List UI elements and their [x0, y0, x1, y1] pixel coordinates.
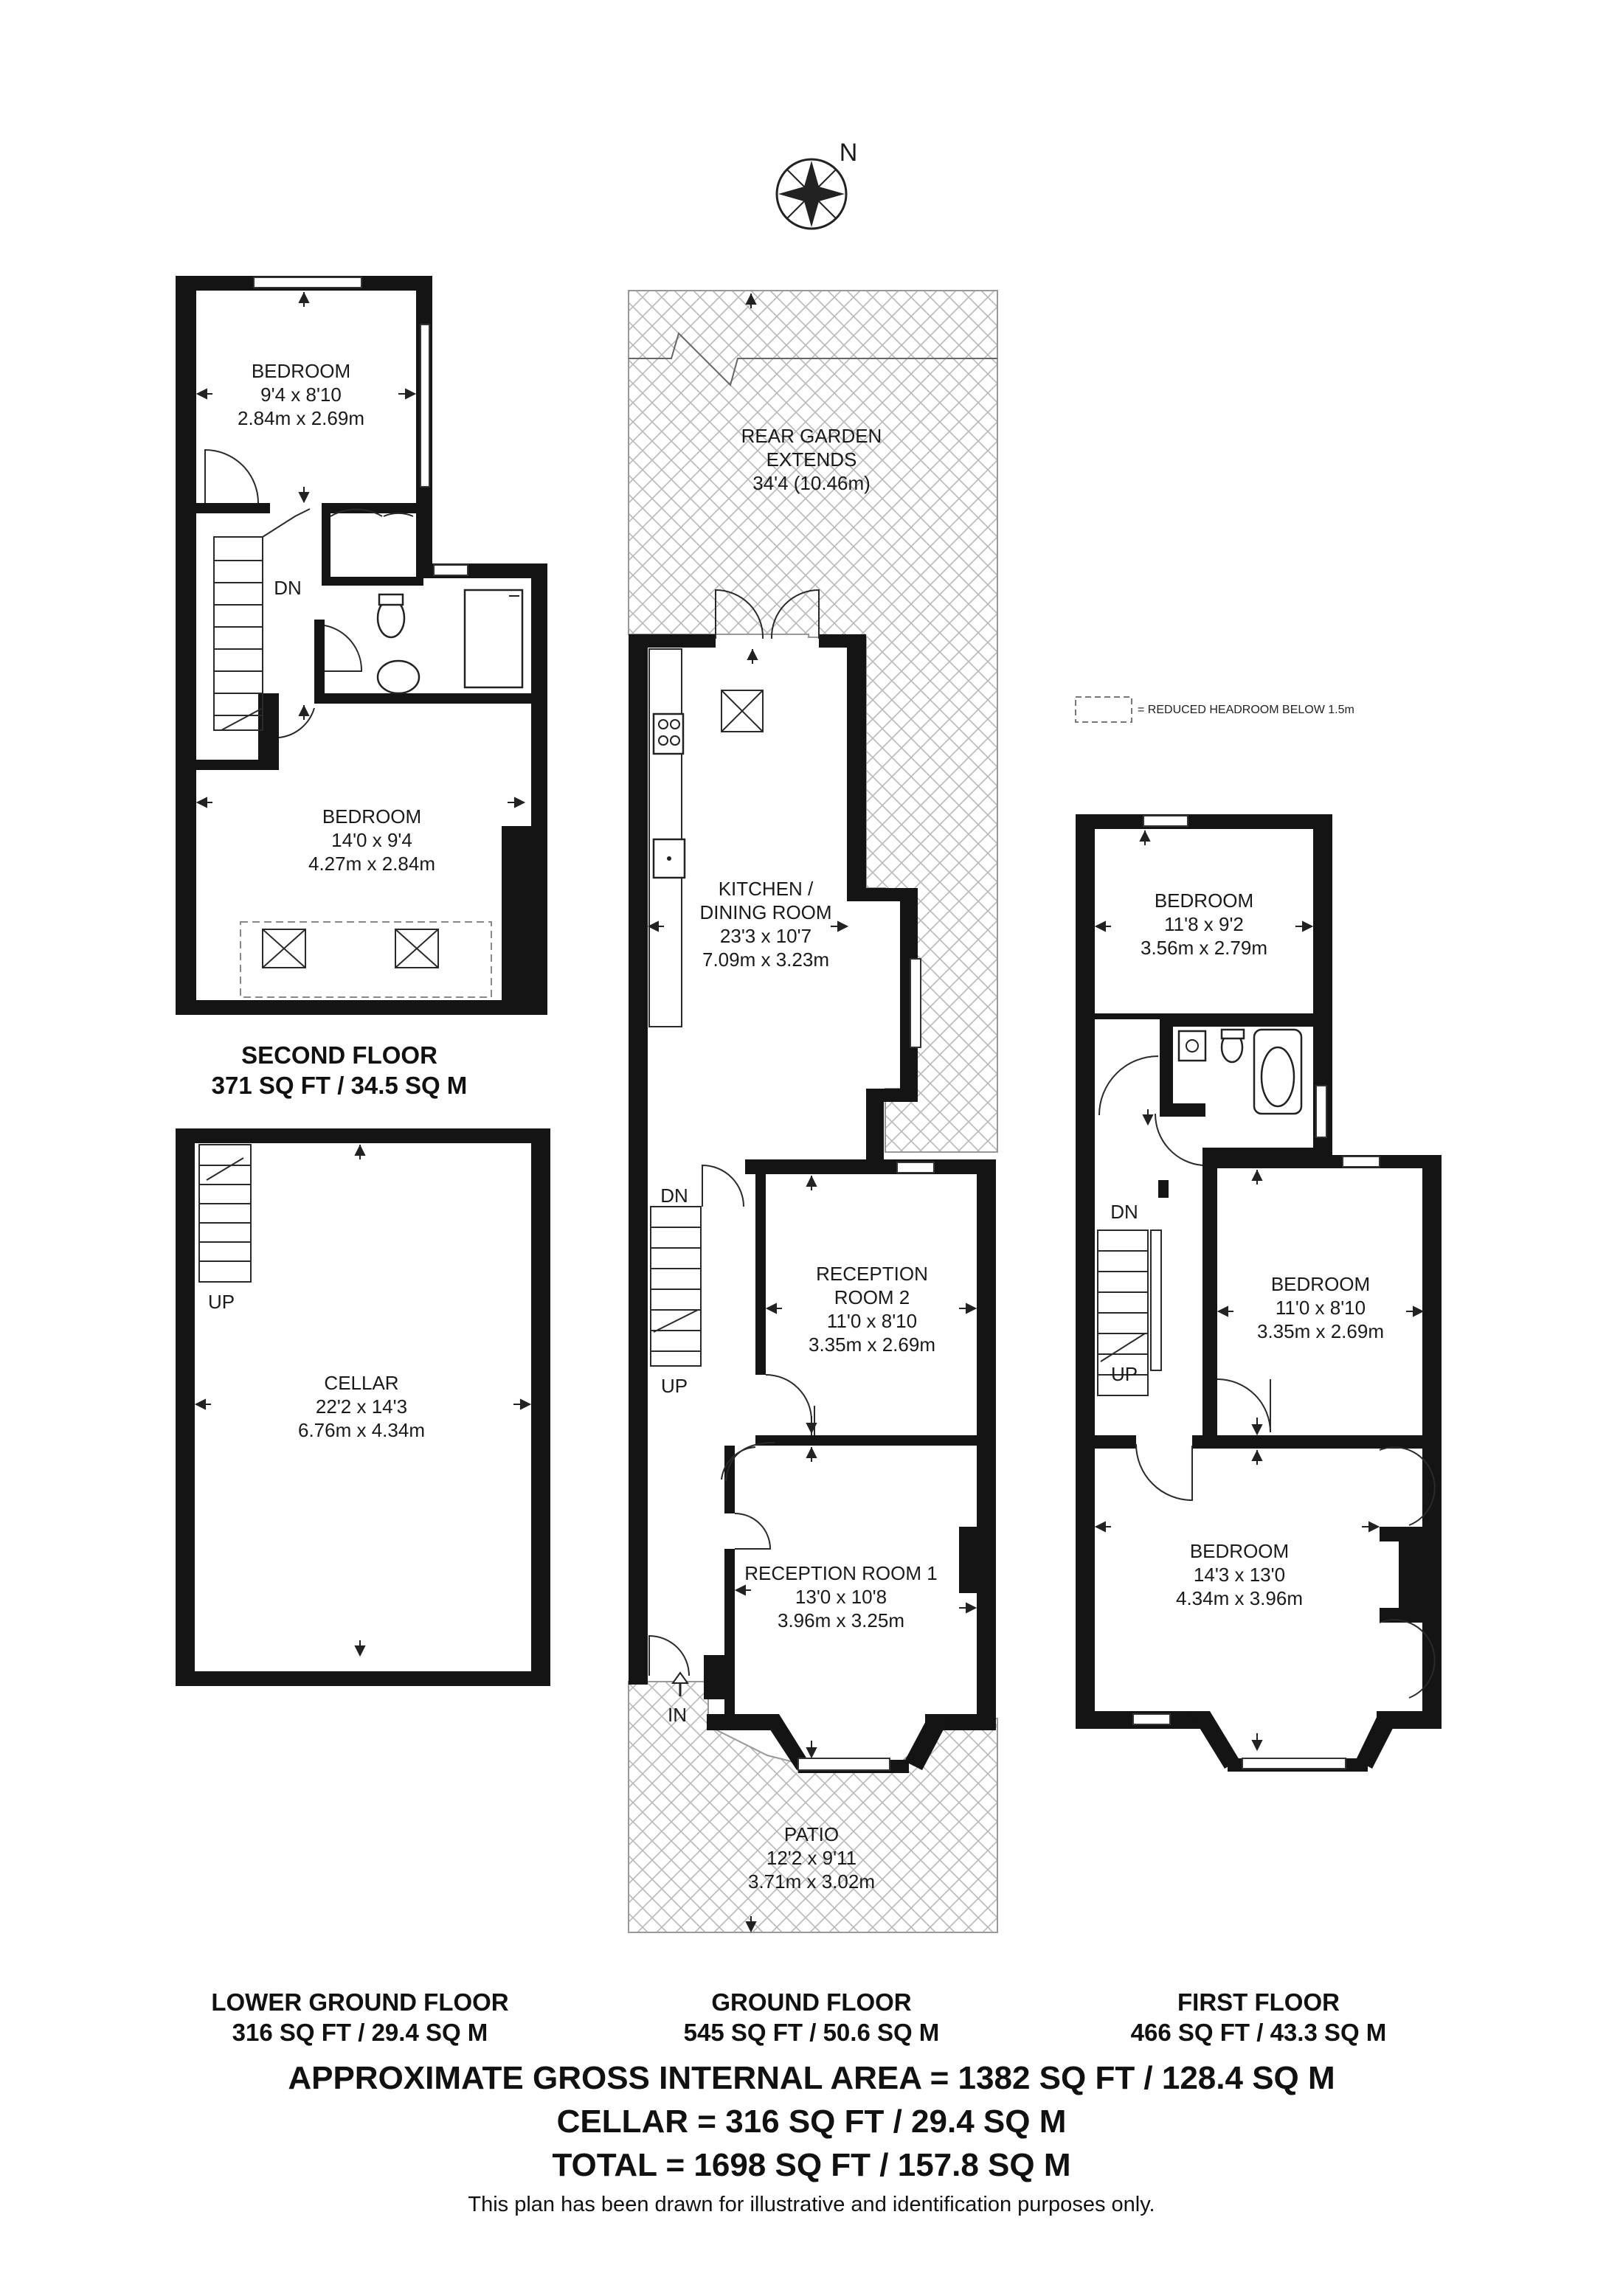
first-bedroom-a-metric: 3.56m x 2.79m — [1141, 937, 1267, 959]
second-floor-plan — [176, 276, 547, 1015]
ground-floor-dn-label: DN — [660, 1185, 688, 1207]
second-bedroom-a-metric: 2.84m x 2.69m — [238, 407, 364, 429]
first-bedroom-a-name: BEDROOM — [1154, 889, 1254, 912]
second-bedroom-a-imperial: 9'4 x 8'10 — [260, 384, 342, 406]
second-floor-area: 371 SQ FT / 34.5 SQ M — [211, 1072, 468, 1099]
kitchen-imperial: 23'3 x 10'7 — [719, 925, 812, 947]
kitchen-line1: KITCHEN / — [718, 878, 814, 900]
second-bedroom-b-name: BEDROOM — [322, 805, 422, 828]
reception1-metric: 3.96m x 3.25m — [778, 1609, 904, 1631]
second-bedroom-b-metric: 4.27m x 2.84m — [308, 853, 435, 875]
reduced-headroom-legend-label: = REDUCED HEADROOM BELOW 1.5m — [1138, 704, 1354, 716]
cellar-name: CELLAR — [324, 1372, 399, 1394]
second-bedroom-a-name: BEDROOM — [251, 360, 351, 382]
first-bedroom-c-metric: 4.34m x 3.96m — [1176, 1587, 1303, 1609]
first-floor-title: FIRST FLOOR — [1177, 1988, 1340, 2016]
reception2-imperial: 11'0 x 8'10 — [826, 1310, 918, 1332]
patio-metric: 3.71m x 3.02m — [748, 1870, 875, 1893]
rear-garden-line2: EXTENDS — [766, 448, 857, 471]
first-bedroom-b-imperial: 11'0 x 8'10 — [1275, 1297, 1366, 1319]
compass-north-label: N — [839, 139, 858, 167]
kitchen-metric: 7.09m x 3.23m — [702, 948, 829, 971]
second-floor-title: SECOND FLOOR — [241, 1041, 437, 1069]
first-bedroom-c-imperial: 14'3 x 13'0 — [1193, 1564, 1286, 1586]
ground-floor-title: GROUND FLOOR — [711, 1988, 912, 2016]
first-bedroom-c-name: BEDROOM — [1189, 1540, 1290, 1562]
reduced-headroom-legend-swatch — [1076, 697, 1132, 722]
patio-imperial: 12'2 x 9'11 — [766, 1847, 857, 1869]
first-floor-dn-label: DN — [1110, 1201, 1138, 1223]
cellar-up-label: UP — [207, 1291, 235, 1313]
lower-ground-floor-title: LOWER GROUND FLOOR — [211, 1988, 509, 2016]
second-bedroom-b-imperial: 14'0 x 9'4 — [331, 829, 412, 851]
compass-rose-icon — [777, 159, 846, 229]
first-bedroom-a-imperial: 11'8 x 9'2 — [1164, 913, 1244, 935]
reception1-name: RECEPTION ROOM 1 — [744, 1562, 938, 1584]
reception2-line1: RECEPTION — [816, 1263, 928, 1285]
second-floor-dn-label: DN — [274, 577, 302, 599]
first-bedroom-b-name: BEDROOM — [1270, 1273, 1371, 1295]
ground-floor-up-label: UP — [660, 1375, 688, 1397]
lower-ground-floor-area: 316 SQ FT / 29.4 SQ M — [232, 2019, 488, 2046]
cellar-metric: 6.76m x 4.34m — [298, 1419, 425, 1441]
entrance-in-label: IN — [668, 1704, 687, 1726]
disclaimer: This plan has been drawn for illustrative and identification purposes only. — [468, 2193, 1155, 2216]
first-floor-up-label: UP — [1110, 1363, 1138, 1385]
total-area: TOTAL = 1698 SQ FT / 157.8 SQ M — [552, 2147, 1071, 2183]
cellar-area-total: CELLAR = 316 SQ FT / 29.4 SQ M — [556, 2103, 1067, 2140]
reception2-line2: ROOM 2 — [834, 1286, 910, 1308]
reception1-imperial: 13'0 x 10'8 — [795, 1586, 887, 1608]
ground-floor-area: 545 SQ FT / 50.6 SQ M — [683, 2019, 940, 2046]
cellar-imperial: 22'2 x 14'3 — [315, 1395, 408, 1418]
reception2-metric: 3.35m x 2.69m — [809, 1333, 935, 1356]
gross-internal-area: APPROXIMATE GROSS INTERNAL AREA = 1382 SQ FT / 128.4 SQ M — [288, 2060, 1335, 2096]
ground-floor-plan — [629, 291, 997, 1932]
first-bedroom-b-metric: 3.35m x 2.69m — [1257, 1320, 1384, 1342]
first-floor-area: 466 SQ FT / 43.3 SQ M — [1130, 2019, 1387, 2046]
rear-garden-line3: 34'4 (10.46m) — [752, 472, 871, 494]
rear-garden-line1: REAR GARDEN — [741, 425, 882, 447]
kitchen-line2: DINING ROOM — [699, 901, 832, 923]
patio-name: PATIO — [783, 1823, 840, 1845]
